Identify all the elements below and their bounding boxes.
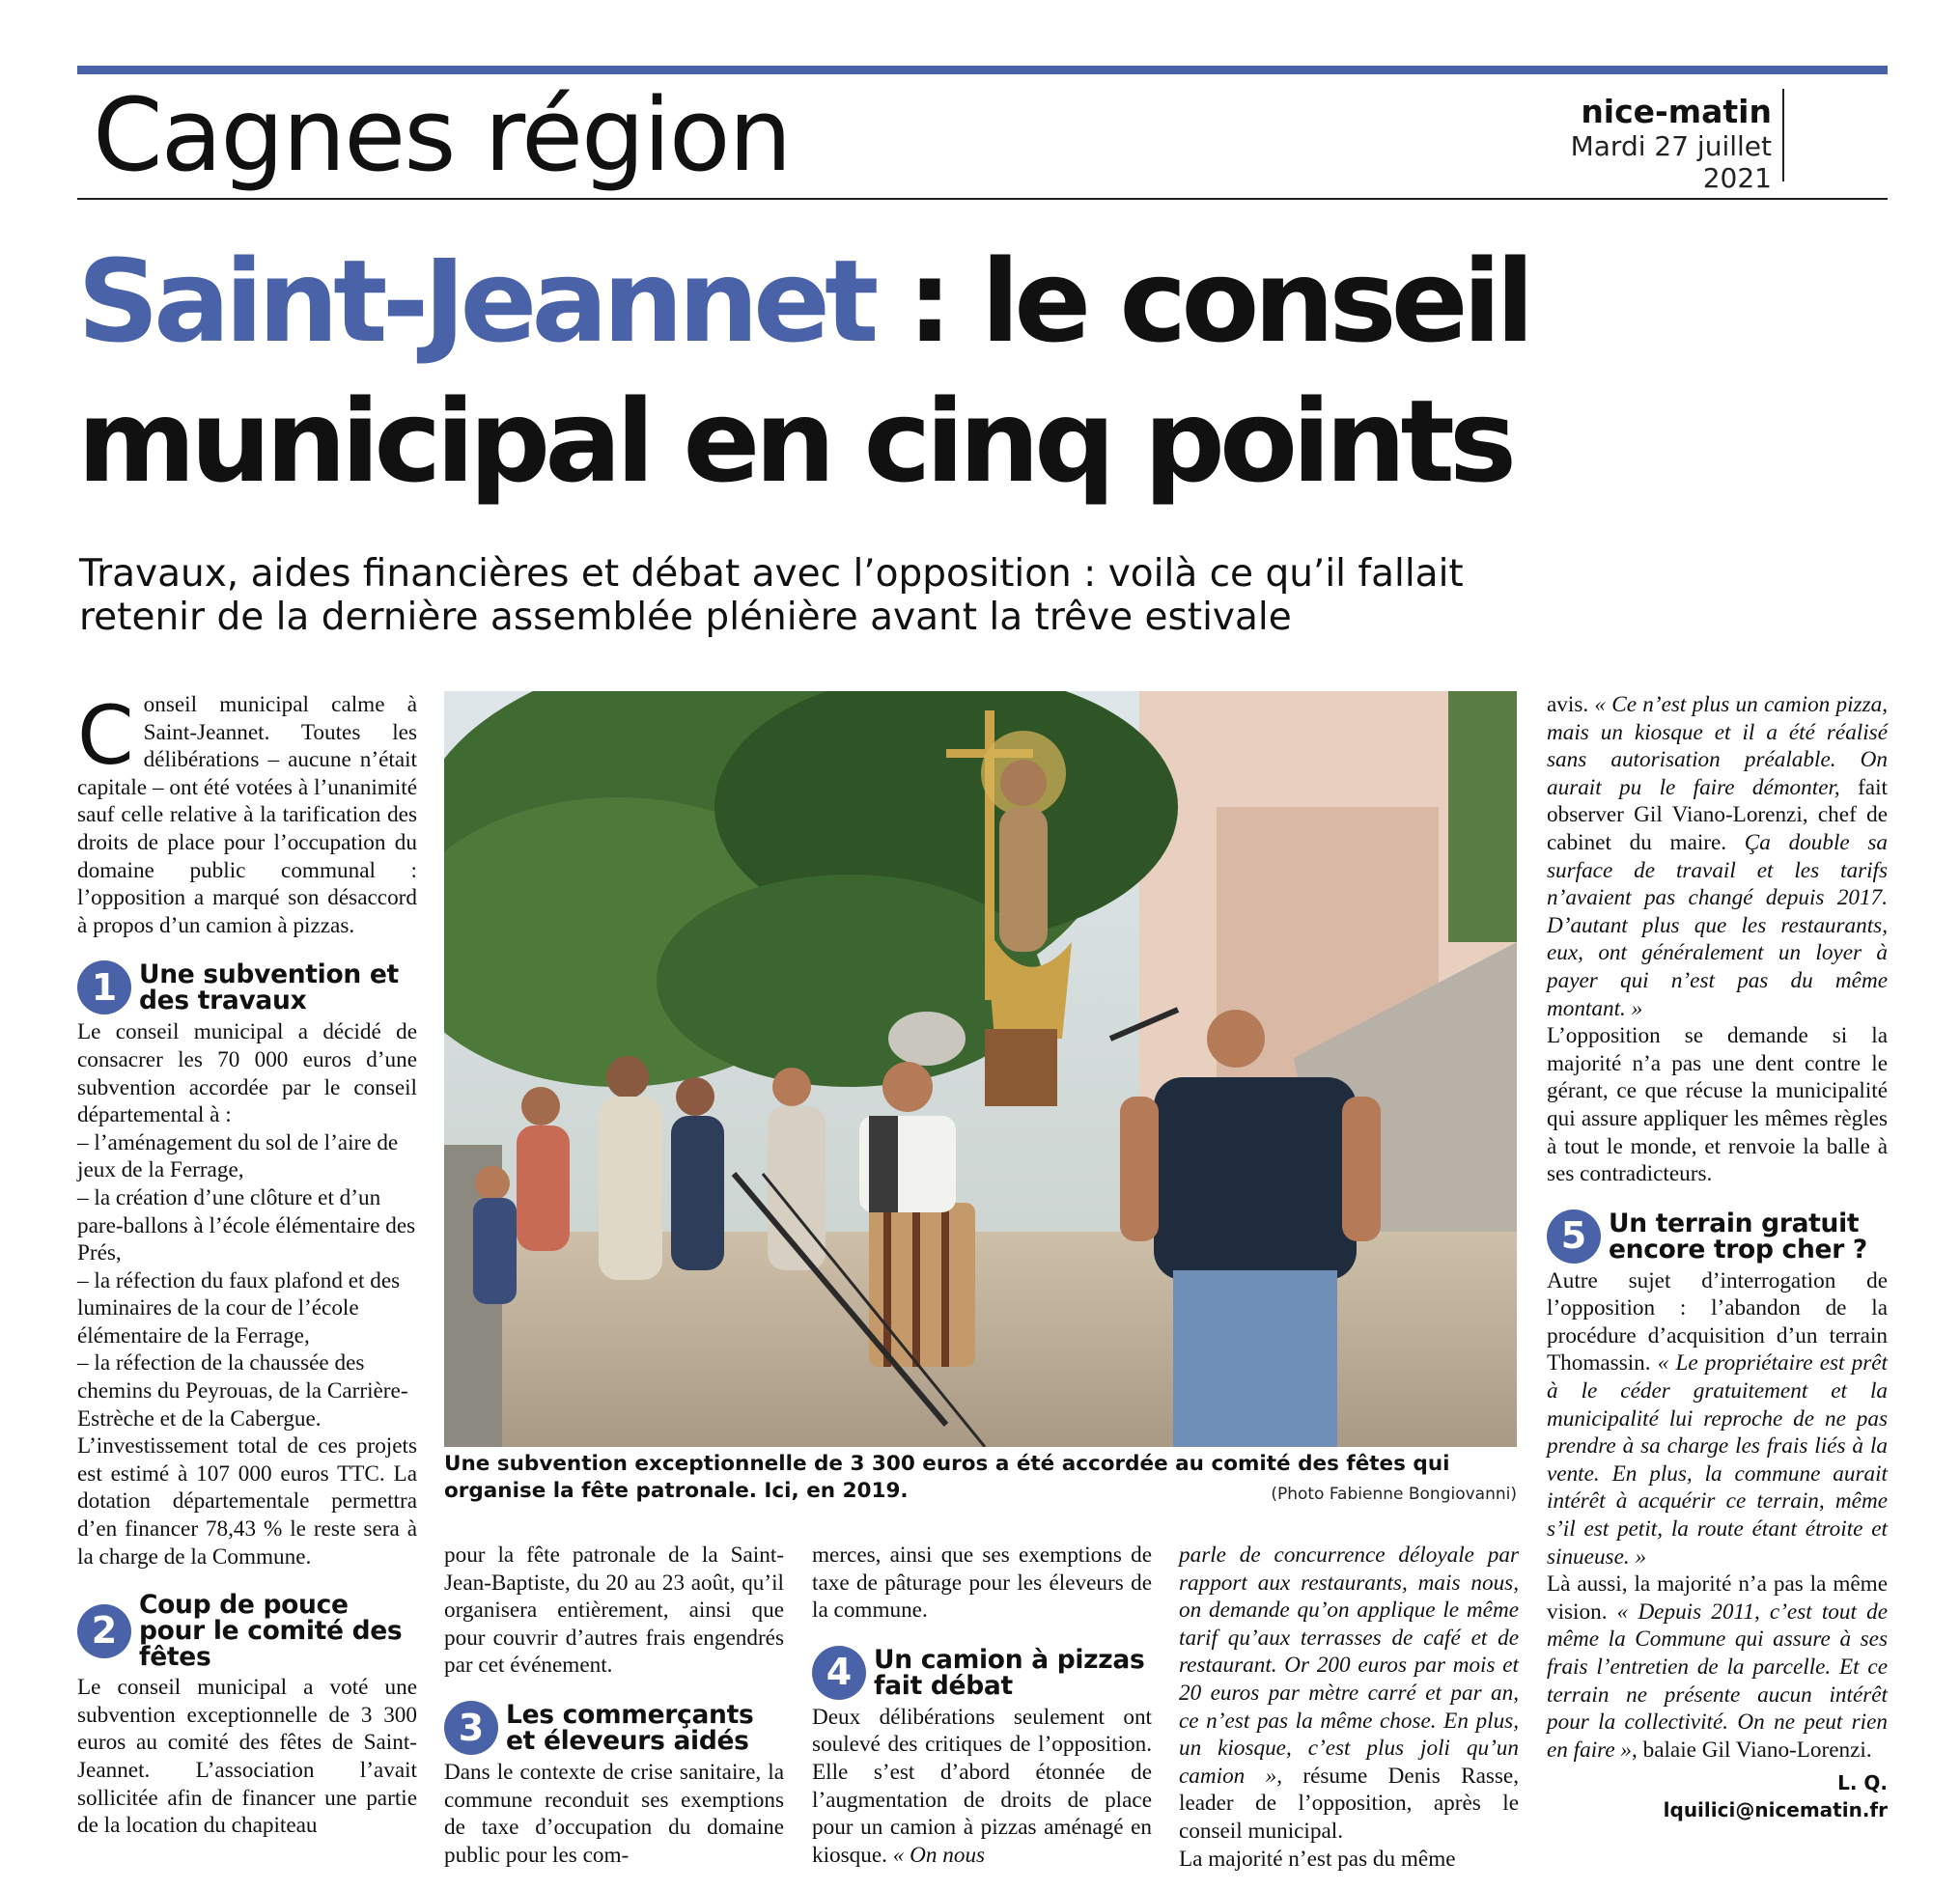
photo-illustration [444,691,1517,1447]
headline [77,232,1888,512]
signature-initials: L. Q. [1837,1771,1888,1795]
column-3 [812,1542,1152,1869]
top-rule [77,66,1888,74]
author-email[interactable]: lquilici@nicematin.fr [1663,1798,1888,1822]
s3-paragraph: Dans le contexte de crise sanitaire, la commune reconduit ses exemptions de taxe d’occupation du domaine public pour les com- [444,1759,784,1868]
s4-paragraph: Deux délibérations seulement ont soulevé des critiques de l’opposition. Elle s’est d’abord étonnée de l’augmentation de droits de place pour un camion à pizzas aménagé en kiosque. « On nous [812,1704,1152,1868]
drop-cap: C [77,688,134,783]
photo-credit: (Photo Fabienne Bongiovanni) [1271,1485,1517,1504]
list-item: – la réfection de la chaussée des chemins du Peyrouas, de la Carrière-Estrèche et de la Cabergue. [77,1350,408,1431]
subhead-5-title: Un terrain gratuit encore trop cher ? [1609,1208,1867,1265]
s2-paragraph: Le conseil municipal a voté une subvention exceptionnelle de 3 300 euros au comité des fêtes de Saint-Jeannet. L’association l’avait sollicitée afin de financer une partie de la location du chapiteau [77,1675,417,1839]
column-2 [444,1542,784,1869]
column-4 [1179,1542,1519,1873]
masthead-divider [1782,89,1784,181]
s1-paragraph-2: L’investissement total de ces projets est estimé à 107 000 euros TTC. La dotation départementale permettra d’en financer 78,43 % le reste sera à la charge de la Commune. [77,1433,417,1570]
number-badge-5: 5 [1547,1209,1601,1264]
header-rule [77,198,1888,200]
subhead-5 [1547,1209,1888,1264]
subhead-2-title: Coup de pouce pour le comité des fêtes [139,1590,403,1673]
headline-place: Saint-Jeannet [77,235,874,368]
column-1 [77,688,417,1840]
number-badge-1: 1 [77,960,131,1014]
list-item: – la création d’une clôture et d’un pare-ballons à l’école élémentaire des Prés, [77,1184,416,1266]
subhead-2 [77,1590,417,1673]
headline-rest: : le conseil municipal en cinq points [77,235,1529,509]
photo-caption: Une subvention exceptionnelle de 3 300 euros a été accordée au comité des fêtes qui organise la fête patronale. Ici, en 2019. [444,1452,1450,1503]
number-badge-3: 3 [444,1701,498,1755]
subhead-4 [812,1646,1152,1700]
subhead-3 [444,1701,784,1755]
number-badge-2: 2 [77,1604,131,1658]
list-item: – l’aménagement du sol de l’aire de jeux de la Ferrage, [77,1129,399,1183]
section-title: Cagnes région [93,76,791,194]
s4b-paragraph-2: L’opposition se demande si la majorité n’a pas une dent contre le gérant, ce que récuse la municipalité qui assure appliquer les mêmes règles à tout le monde, et renvoie la balle à ses contradicteurs. [1547,1023,1888,1187]
subhead-1-title: Une subvention et des travaux [139,959,399,1016]
standfirst: Travaux, aides financières et débat avec l’opposition : voilà ce qu’il fallait retenir de la dernière assemblée plénière avant la trêve estivale [79,552,1464,640]
s4-paragraph-3: La majorité n’est pas du même [1179,1846,1456,1872]
s2-paragraph-2: pour la fête patronale de la Saint-Jean-Baptiste, du 20 au 23 août, qu’il organisera entièrement, ainsi que pour couvrir d’autres frais engendrés par cet événement. [444,1543,784,1679]
subhead-1 [77,960,417,1014]
subhead-4-title: Un camion à pizzas fait débat [874,1644,1145,1701]
column-5 [1547,691,1888,1823]
brand-name: nice-matin [1581,93,1772,130]
s5-paragraph: Autre sujet d’interrogation de l’opposition : l’abandon de la procédure d’acquisition d’un terrain Thomassin. « Le propriétaire est prêt à le céder gratuitement et la municipalité lui reproche de ne pas prendre à sa charge les frais liés à la vente. En plus, la commune aurait intérêt à acquérir ce terrain, même s’il est petit, la route étant étroite et sinueuse. » [1547,1267,1888,1570]
s5-paragraph-2: Là aussi, la majorité n’a pas la même vision. « Depuis 2011, c’est tout de même la Commune qui assure à ses frais l’entretien de la parcelle. Et ce terrain ne présente aucun intérêt pour la collectivité. On ne peut rien en faire », balaie Gil Viano-Lorenzi. [1547,1571,1888,1763]
s4b-paragraph: avis. « Ce n’est plus un camion pizza, mais un kiosque et il a été réalisé sans autorisation préalable. On aurait pu le faire démonter, fait observer Gil Viano-Lorenzi, chef de cabinet du maire. Ça double sa surface de travail et les tarifs n’avaient pas changé depuis 2017. D’autant plus que les restaurants, eux, ont généralement un loyer à payer qui n’est pas du même montant. » [1547,692,1888,1021]
s3-paragraph-2: merces, ainsi que ses exemptions de taxe de pâturage pour les éleveurs de la commune. [812,1543,1152,1624]
subhead-3-title: Les commerçants et éleveurs aidés [506,1699,754,1756]
s1-paragraph: Le conseil municipal a décidé de consacrer les 70 000 euros d’une subvention accordée par le conseil départemental à : [77,1019,417,1128]
s4-paragraph-2: parle de concurrence déloyale par rapport aux restaurants, mais nous, on demande qu’on applique le même tarif qu’aux terrasses de café et de restaurant. Or 200 euros par mois et 20 euros par mètre carré et par an, ce n’est pas la même chose. En plus, un kiosque, c’est plus joli qu’un camion », résume Denis Rasse, leader de l’opposition, après le conseil municipal. [1179,1543,1519,1844]
publication-date: Mardi 27 juillet 2021 [1570,130,1772,194]
intro-paragraph: Conseil municipal calme à Saint-Jeannet. Toutes les délibérations – aucune n’était capitale – ont été votées à l’unanimité sauf celle relative à la tarification des droits de place pour l’occupation du domaine public communal : l’opposition a marqué son désaccord à propos d’un camion à pizzas. [77,688,417,938]
photo-procession [444,691,1517,1447]
number-badge-4: 4 [812,1646,866,1700]
list-item: – la réfection du faux plafond et des luminaires de la cour de l’école élémentaire de la Ferrage, [77,1267,401,1348]
